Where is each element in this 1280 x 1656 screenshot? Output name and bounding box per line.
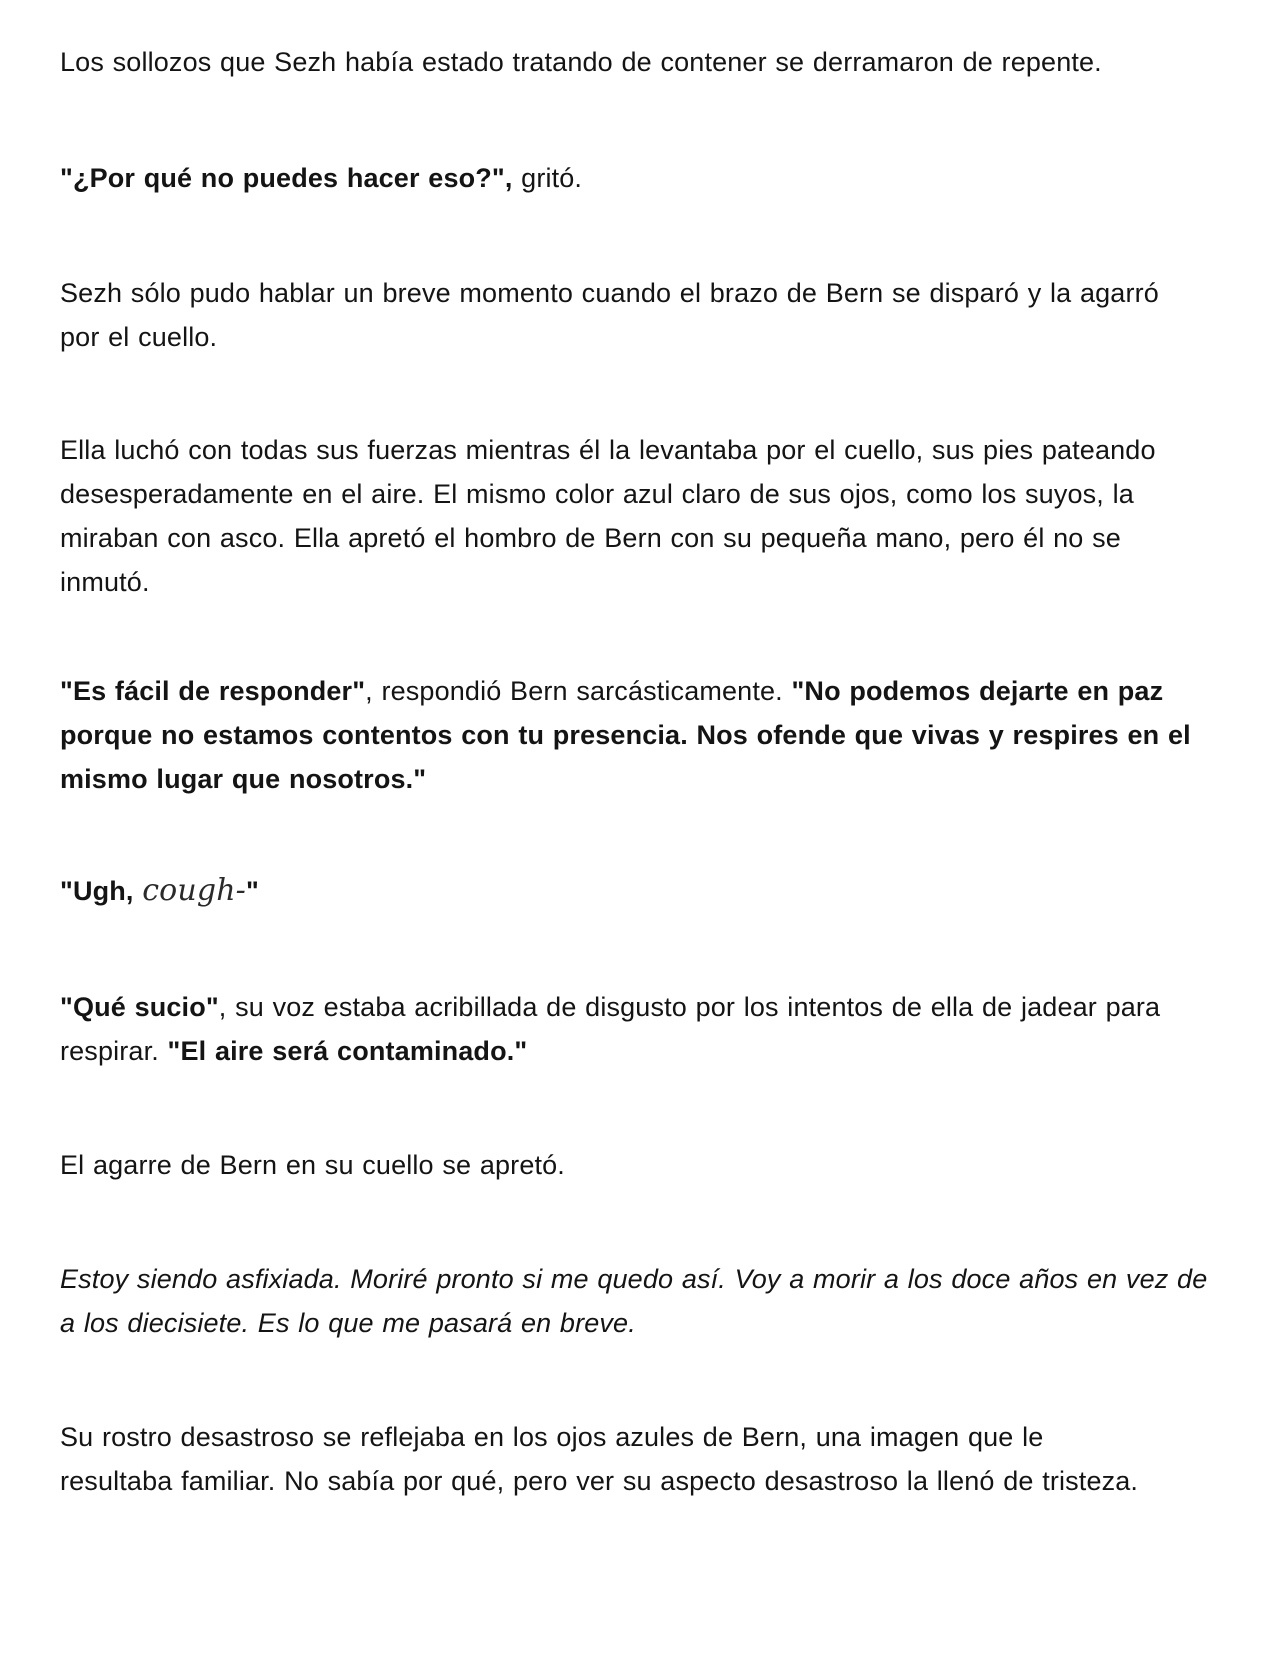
paragraph-5 [60,669,1240,801]
paragraph-4 [60,428,1210,604]
narration-text: El agarre de Bern en su cuello se apretó. [60,1150,565,1180]
narration-text: , su voz estaba acribillada de disgusto por los intentos de ella de jadear para respirar. [60,992,1161,1066]
paragraph-6 [60,869,1230,913]
dialogue-text: " [245,876,259,906]
paragraph-7 [60,985,1200,1073]
dialogue-text: "Es fácil de responder" [60,676,366,706]
paragraph-2 [60,156,1230,200]
paragraph-1 [60,40,1230,84]
paragraph-3 [60,271,1170,359]
dialogue-text: "No podemos dejarte en paz porque no estamos contentos con tu presencia. Nos ofende que vivas y respires en el mismo lugar que nosotros." [60,676,1191,794]
dialogue-text: "El aire será contaminado." [167,1036,528,1066]
cough-script-text: cough- [142,873,246,908]
narration-text: , respondió Bern sarcásticamente. [365,676,792,706]
dialogue-text: "Qué sucio" [60,992,219,1022]
paragraph-10 [60,1415,1150,1503]
narration-text: gritó. [512,163,583,193]
narration-text: Su rostro desastroso se reflejaba en los ojos azules de Bern, una imagen que le resultaba familiar. No sabía por qué, pero ver su aspecto desastroso la llenó de tristeza. [60,1422,1139,1496]
dialogue-text: "Ugh, [60,876,143,906]
paragraph-8 [60,1143,1230,1187]
narration-text: Sezh sólo pudo hablar un breve momento cuando el brazo de Bern se disparó y la agarró por el cuello. [60,278,1159,352]
thought-text: Estoy siendo asfixiada. Moriré pronto si me quedo así. Voy a morir a los doce años en vez de a los diecisiete. Es lo que me pasará en breve. [60,1264,1208,1338]
narration-text: Los sollozos que Sezh había estado tratando de contener se derramaron de repente. [60,47,1102,77]
dialogue-text: "¿Por qué no puedes hacer eso?", [60,163,513,193]
paragraph-9 [60,1257,1210,1345]
narration-text: Ella luchó con todas sus fuerzas mientras él la levantaba por el cuello, sus pies pateando desesperadamente en el aire. El mismo color azul claro de sus ojos, como los suyos, la miraban con asco. Ella apretó el hombro de Bern con su pequeña mano, pero él no se inmutó. [60,435,1156,597]
